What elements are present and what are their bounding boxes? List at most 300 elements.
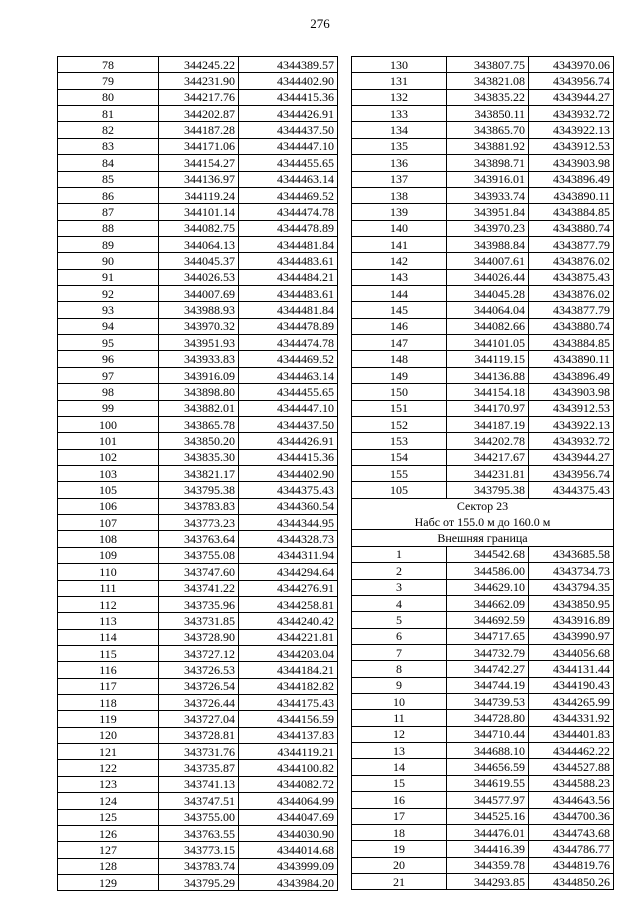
point-number-cell: 109 — [58, 547, 159, 563]
point-number-cell: 147 — [352, 335, 447, 351]
x-coordinate-cell: 343783.74 — [159, 858, 239, 874]
point-number-cell: 101 — [58, 433, 159, 449]
y-coordinate-cell: 4343890.11 — [529, 351, 614, 367]
table-row — [58, 204, 338, 220]
x-coordinate-cell: 343821.08 — [447, 73, 529, 89]
y-coordinate-cell: 4344483.61 — [239, 286, 338, 302]
table-row — [58, 335, 338, 351]
y-coordinate-cell: 4344463.14 — [239, 171, 338, 187]
point-number-cell: 14 — [352, 759, 447, 775]
x-coordinate-cell: 344007.61 — [447, 253, 529, 269]
table-row — [58, 645, 338, 661]
point-number-cell: 152 — [352, 416, 447, 432]
table-row — [352, 726, 614, 742]
table-row — [58, 858, 338, 874]
table-row — [352, 857, 614, 873]
y-coordinate-cell: 4343916.89 — [529, 612, 614, 628]
y-coordinate-cell: 4344437.50 — [239, 416, 338, 432]
table-row — [58, 825, 338, 841]
point-number-cell: 108 — [58, 531, 159, 547]
x-coordinate-cell: 343882.01 — [159, 400, 239, 416]
point-number-cell: 155 — [352, 465, 447, 481]
x-coordinate-cell: 344692.59 — [447, 612, 529, 628]
x-coordinate-cell: 343755.08 — [159, 547, 239, 563]
table-row — [58, 760, 338, 776]
table-row — [352, 449, 614, 465]
x-coordinate-cell: 343933.83 — [159, 351, 239, 367]
x-coordinate-cell: 343970.23 — [447, 220, 529, 236]
y-coordinate-cell: 4343944.27 — [529, 89, 614, 105]
x-coordinate-cell: 344154.27 — [159, 155, 239, 171]
y-coordinate-cell: 4343896.49 — [529, 171, 614, 187]
x-coordinate-cell: 344101.14 — [159, 204, 239, 220]
y-coordinate-cell: 4344447.10 — [239, 400, 338, 416]
y-coordinate-cell: 4344469.52 — [239, 351, 338, 367]
y-coordinate-cell: 4344119.21 — [239, 744, 338, 760]
point-number-cell: 146 — [352, 318, 447, 334]
point-number-cell: 137 — [352, 171, 447, 187]
table-row — [58, 662, 338, 678]
point-number-cell: 118 — [58, 695, 159, 711]
x-coordinate-cell: 344202.78 — [447, 433, 529, 449]
y-coordinate-cell: 4344743.68 — [529, 824, 614, 840]
y-coordinate-cell: 4344276.91 — [239, 580, 338, 596]
table-row — [58, 400, 338, 416]
x-coordinate-cell: 344732.79 — [447, 644, 529, 660]
point-number-cell: 103 — [58, 465, 159, 481]
point-number-cell: 18 — [352, 824, 447, 840]
x-coordinate-cell: 344688.10 — [447, 743, 529, 759]
point-number-cell: 106 — [58, 498, 159, 514]
point-number-cell: 17 — [352, 808, 447, 824]
point-number-cell: 99 — [58, 400, 159, 416]
point-number-cell: 139 — [352, 204, 447, 220]
table-row — [352, 253, 614, 269]
y-coordinate-cell: 4344401.83 — [529, 726, 614, 742]
table-row — [58, 302, 338, 318]
point-number-cell: 16 — [352, 792, 447, 808]
x-coordinate-cell: 343726.53 — [159, 662, 239, 678]
table-row — [58, 367, 338, 383]
x-coordinate-cell: 343988.93 — [159, 302, 239, 318]
y-coordinate-cell: 4344478.89 — [239, 220, 338, 236]
table-row — [352, 57, 614, 73]
y-coordinate-cell: 4344175.43 — [239, 695, 338, 711]
table-row — [352, 351, 614, 367]
x-coordinate-cell: 344082.75 — [159, 220, 239, 236]
y-coordinate-cell: 4344311.94 — [239, 547, 338, 563]
x-coordinate-cell: 343821.17 — [159, 465, 239, 481]
point-number-cell: 88 — [58, 220, 159, 236]
x-coordinate-cell: 344136.88 — [447, 367, 529, 383]
point-number-cell: 143 — [352, 269, 447, 285]
y-coordinate-cell: 4344415.36 — [239, 89, 338, 105]
y-coordinate-cell: 4343875.43 — [529, 269, 614, 285]
table-row — [58, 351, 338, 367]
table-row — [352, 122, 614, 138]
point-number-cell: 19 — [352, 841, 447, 857]
y-coordinate-cell: 4344426.91 — [239, 433, 338, 449]
point-number-cell: 129 — [58, 874, 159, 890]
table-row — [352, 106, 614, 122]
table-row — [352, 155, 614, 171]
table-row — [352, 612, 614, 628]
table-row — [58, 384, 338, 400]
point-number-cell: 150 — [352, 384, 447, 400]
point-number-cell: 112 — [58, 596, 159, 612]
y-coordinate-cell: 4344481.84 — [239, 302, 338, 318]
y-coordinate-cell: 4343877.79 — [529, 302, 614, 318]
x-coordinate-cell: 343933.74 — [447, 187, 529, 203]
x-coordinate-cell: 343795.38 — [447, 482, 529, 498]
sector-height-row — [352, 514, 614, 530]
table-row — [58, 695, 338, 711]
table-row — [352, 400, 614, 416]
y-coordinate-cell: 4343896.49 — [529, 367, 614, 383]
x-coordinate-cell: 344744.19 — [447, 677, 529, 693]
x-coordinate-cell: 344119.15 — [447, 351, 529, 367]
x-coordinate-cell: 343951.84 — [447, 204, 529, 220]
y-coordinate-cell: 4344182.82 — [239, 678, 338, 694]
table-row — [58, 874, 338, 890]
point-number-cell: 85 — [58, 171, 159, 187]
table-row — [352, 595, 614, 611]
point-number-cell: 78 — [58, 57, 159, 73]
table-row — [352, 873, 614, 889]
table-row — [352, 482, 614, 498]
x-coordinate-cell: 344293.85 — [447, 873, 529, 889]
y-coordinate-cell: 4343876.02 — [529, 286, 614, 302]
table-row — [58, 465, 338, 481]
y-coordinate-cell: 4344481.84 — [239, 236, 338, 252]
y-coordinate-cell: 4344819.76 — [529, 857, 614, 873]
table-row — [352, 808, 614, 824]
sector-title: Сектор 23 — [352, 498, 614, 514]
table-row — [352, 661, 614, 677]
y-coordinate-cell: 4344056.68 — [529, 644, 614, 660]
y-coordinate-cell: 4344415.36 — [239, 449, 338, 465]
table-row — [352, 710, 614, 726]
table-row — [58, 498, 338, 514]
point-number-cell: 145 — [352, 302, 447, 318]
x-coordinate-cell: 344045.28 — [447, 286, 529, 302]
point-number-cell: 91 — [58, 269, 159, 285]
point-number-cell: 113 — [58, 613, 159, 629]
point-number-cell: 11 — [352, 710, 447, 726]
y-coordinate-cell: 4343970.06 — [529, 57, 614, 73]
sector-height: Набс от 155.0 м до 160.0 м — [352, 514, 614, 530]
y-coordinate-cell: 4344455.65 — [239, 384, 338, 400]
table-row — [58, 482, 338, 498]
y-coordinate-cell: 4344184.21 — [239, 662, 338, 678]
x-coordinate-cell: 343741.22 — [159, 580, 239, 596]
table-row — [352, 628, 614, 644]
x-coordinate-cell: 344728.80 — [447, 710, 529, 726]
point-number-cell: 92 — [58, 286, 159, 302]
table-row — [58, 727, 338, 743]
x-coordinate-cell: 343835.30 — [159, 449, 239, 465]
page-number: 276 — [310, 16, 330, 31]
y-coordinate-cell: 4344360.54 — [239, 498, 338, 514]
x-coordinate-cell: 344082.66 — [447, 318, 529, 334]
table-row — [58, 89, 338, 105]
y-coordinate-cell: 4344137.83 — [239, 727, 338, 743]
y-coordinate-cell: 4343999.09 — [239, 858, 338, 874]
y-coordinate-cell: 4344328.73 — [239, 531, 338, 547]
y-coordinate-cell: 4344030.90 — [239, 825, 338, 841]
y-coordinate-cell: 4344294.64 — [239, 564, 338, 580]
table-row — [352, 759, 614, 775]
table-row — [352, 743, 614, 759]
table-row — [352, 171, 614, 187]
point-number-cell: 6 — [352, 628, 447, 644]
y-coordinate-cell: 4344064.99 — [239, 793, 338, 809]
table-row — [58, 433, 338, 449]
table-row — [58, 220, 338, 236]
y-coordinate-cell: 4344700.36 — [529, 808, 614, 824]
point-number-cell: 125 — [58, 809, 159, 825]
table-row — [58, 187, 338, 203]
table-row — [58, 122, 338, 138]
x-coordinate-cell: 344101.05 — [447, 335, 529, 351]
table-row — [352, 367, 614, 383]
y-coordinate-cell: 4343880.74 — [529, 318, 614, 334]
point-number-cell: 102 — [58, 449, 159, 465]
table-row — [352, 269, 614, 285]
y-coordinate-cell: 4344469.52 — [239, 187, 338, 203]
y-coordinate-cell: 4343876.02 — [529, 253, 614, 269]
y-coordinate-cell: 4344014.68 — [239, 842, 338, 858]
table-row — [352, 465, 614, 481]
y-coordinate-cell: 4344474.78 — [239, 335, 338, 351]
table-row — [352, 433, 614, 449]
point-number-cell: 80 — [58, 89, 159, 105]
x-coordinate-cell: 343747.51 — [159, 793, 239, 809]
y-coordinate-cell: 4344131.44 — [529, 661, 614, 677]
table-row — [58, 564, 338, 580]
x-coordinate-cell: 344629.10 — [447, 579, 529, 595]
x-coordinate-cell: 343795.29 — [159, 874, 239, 890]
table-row — [58, 106, 338, 122]
table-row — [58, 793, 338, 809]
point-number-cell: 90 — [58, 253, 159, 269]
point-number-cell: 148 — [352, 351, 447, 367]
point-number-cell: 8 — [352, 661, 447, 677]
x-coordinate-cell: 344171.06 — [159, 138, 239, 154]
y-coordinate-cell: 4344344.95 — [239, 515, 338, 531]
x-coordinate-cell: 343747.60 — [159, 564, 239, 580]
x-coordinate-cell: 343865.70 — [447, 122, 529, 138]
point-number-cell: 5 — [352, 612, 447, 628]
point-number-cell: 114 — [58, 629, 159, 645]
table-row — [352, 775, 614, 791]
y-coordinate-cell: 4343912.53 — [529, 400, 614, 416]
y-coordinate-cell: 4344221.81 — [239, 629, 338, 645]
table-row — [352, 792, 614, 808]
y-coordinate-cell: 4343956.74 — [529, 465, 614, 481]
x-coordinate-cell: 344045.37 — [159, 253, 239, 269]
x-coordinate-cell: 343763.64 — [159, 531, 239, 547]
x-coordinate-cell: 344717.65 — [447, 628, 529, 644]
point-number-cell: 149 — [352, 367, 447, 383]
point-number-cell: 107 — [58, 515, 159, 531]
point-number-cell: 124 — [58, 793, 159, 809]
y-coordinate-cell: 4344527.88 — [529, 759, 614, 775]
x-coordinate-cell: 344136.97 — [159, 171, 239, 187]
table-row — [352, 73, 614, 89]
table-row — [352, 286, 614, 302]
point-number-cell: 3 — [352, 579, 447, 595]
y-coordinate-cell: 4344447.10 — [239, 138, 338, 154]
point-number-cell: 142 — [352, 253, 447, 269]
y-coordinate-cell: 4343984.20 — [239, 874, 338, 890]
sector-title-row — [352, 498, 614, 514]
table-row — [58, 155, 338, 171]
y-coordinate-cell: 4344203.04 — [239, 645, 338, 661]
table-row — [352, 204, 614, 220]
point-number-cell: 141 — [352, 236, 447, 252]
point-number-cell: 127 — [58, 842, 159, 858]
y-coordinate-cell: 4344455.65 — [239, 155, 338, 171]
point-number-cell: 13 — [352, 743, 447, 759]
x-coordinate-cell: 344656.59 — [447, 759, 529, 775]
point-number-cell: 15 — [352, 775, 447, 791]
table-row — [58, 269, 338, 285]
point-number-cell: 117 — [58, 678, 159, 694]
x-coordinate-cell: 344187.19 — [447, 416, 529, 432]
x-coordinate-cell: 343741.13 — [159, 776, 239, 792]
y-coordinate-cell: 4344190.43 — [529, 677, 614, 693]
table-row — [58, 57, 338, 73]
x-coordinate-cell: 344586.00 — [447, 563, 529, 579]
point-number-cell: 154 — [352, 449, 447, 465]
point-number-cell: 136 — [352, 155, 447, 171]
x-coordinate-cell: 343850.20 — [159, 433, 239, 449]
x-coordinate-cell: 344577.97 — [447, 792, 529, 808]
y-coordinate-cell: 4344389.57 — [239, 57, 338, 73]
x-coordinate-cell: 344202.87 — [159, 106, 239, 122]
x-coordinate-cell: 343728.81 — [159, 727, 239, 743]
point-number-cell: 97 — [58, 367, 159, 383]
point-number-cell: 111 — [58, 580, 159, 596]
y-coordinate-cell: 4344375.43 — [239, 482, 338, 498]
y-coordinate-cell: 4343734.73 — [529, 563, 614, 579]
table-row — [58, 711, 338, 727]
right-coordinates-table — [351, 56, 614, 890]
x-coordinate-cell: 343988.84 — [447, 236, 529, 252]
x-coordinate-cell: 343795.38 — [159, 482, 239, 498]
table-row — [352, 335, 614, 351]
point-number-cell: 20 — [352, 857, 447, 873]
x-coordinate-cell: 343755.00 — [159, 809, 239, 825]
table-row — [58, 515, 338, 531]
table-row — [58, 580, 338, 596]
table-row — [352, 563, 614, 579]
table-row — [58, 596, 338, 612]
x-coordinate-cell: 343727.04 — [159, 711, 239, 727]
table-row — [58, 171, 338, 187]
point-number-cell: 84 — [58, 155, 159, 171]
point-number-cell: 21 — [352, 873, 447, 889]
y-coordinate-cell: 4343884.85 — [529, 204, 614, 220]
y-coordinate-cell: 4344100.82 — [239, 760, 338, 776]
y-coordinate-cell: 4344462.22 — [529, 743, 614, 759]
point-number-cell: 9 — [352, 677, 447, 693]
x-coordinate-cell: 344007.69 — [159, 286, 239, 302]
point-number-cell: 126 — [58, 825, 159, 841]
table-row — [58, 678, 338, 694]
table-row — [58, 286, 338, 302]
y-coordinate-cell: 4343903.98 — [529, 384, 614, 400]
point-number-cell: 12 — [352, 726, 447, 742]
x-coordinate-cell: 343850.11 — [447, 106, 529, 122]
point-number-cell: 95 — [58, 335, 159, 351]
table-row — [352, 579, 614, 595]
y-coordinate-cell: 4344588.23 — [529, 775, 614, 791]
x-coordinate-cell: 344217.67 — [447, 449, 529, 465]
point-number-cell: 116 — [58, 662, 159, 678]
table-row — [352, 236, 614, 252]
y-coordinate-cell: 4343932.72 — [529, 433, 614, 449]
x-coordinate-cell: 343731.76 — [159, 744, 239, 760]
x-coordinate-cell: 344026.53 — [159, 269, 239, 285]
point-number-cell: 81 — [58, 106, 159, 122]
point-number-cell: 94 — [58, 318, 159, 334]
point-number-cell: 100 — [58, 416, 159, 432]
y-coordinate-cell: 4344484.21 — [239, 269, 338, 285]
y-coordinate-cell: 4344786.77 — [529, 841, 614, 857]
table-row — [58, 449, 338, 465]
y-coordinate-cell: 4343884.85 — [529, 335, 614, 351]
y-coordinate-cell: 4343944.27 — [529, 449, 614, 465]
x-coordinate-cell: 344619.55 — [447, 775, 529, 791]
table-row — [58, 744, 338, 760]
x-coordinate-cell: 343835.22 — [447, 89, 529, 105]
point-number-cell: 2 — [352, 563, 447, 579]
x-coordinate-cell: 344476.01 — [447, 824, 529, 840]
point-number-cell: 105 — [352, 482, 447, 498]
x-coordinate-cell: 343726.44 — [159, 695, 239, 711]
point-number-cell: 98 — [58, 384, 159, 400]
x-coordinate-cell: 344231.81 — [447, 465, 529, 481]
table-row — [58, 809, 338, 825]
x-coordinate-cell: 344217.76 — [159, 89, 239, 105]
table-row — [352, 89, 614, 105]
x-coordinate-cell: 344187.28 — [159, 122, 239, 138]
y-coordinate-cell: 4343794.35 — [529, 579, 614, 595]
table-row — [58, 318, 338, 334]
y-coordinate-cell: 4343912.53 — [529, 138, 614, 154]
y-coordinate-cell: 4344474.78 — [239, 204, 338, 220]
y-coordinate-cell: 4343880.74 — [529, 220, 614, 236]
point-number-cell: 122 — [58, 760, 159, 776]
table-row — [352, 138, 614, 154]
point-number-cell: 135 — [352, 138, 447, 154]
table-row — [58, 776, 338, 792]
x-coordinate-cell: 344170.97 — [447, 400, 529, 416]
x-coordinate-cell: 343916.01 — [447, 171, 529, 187]
y-coordinate-cell: 4344156.59 — [239, 711, 338, 727]
x-coordinate-cell: 344154.18 — [447, 384, 529, 400]
x-coordinate-cell: 343727.12 — [159, 645, 239, 661]
y-coordinate-cell: 4343956.74 — [529, 73, 614, 89]
point-number-cell: 83 — [58, 138, 159, 154]
table-row — [58, 416, 338, 432]
point-number-cell: 110 — [58, 564, 159, 580]
point-number-cell: 121 — [58, 744, 159, 760]
y-coordinate-cell: 4344375.43 — [529, 482, 614, 498]
x-coordinate-cell: 344542.68 — [447, 546, 529, 562]
